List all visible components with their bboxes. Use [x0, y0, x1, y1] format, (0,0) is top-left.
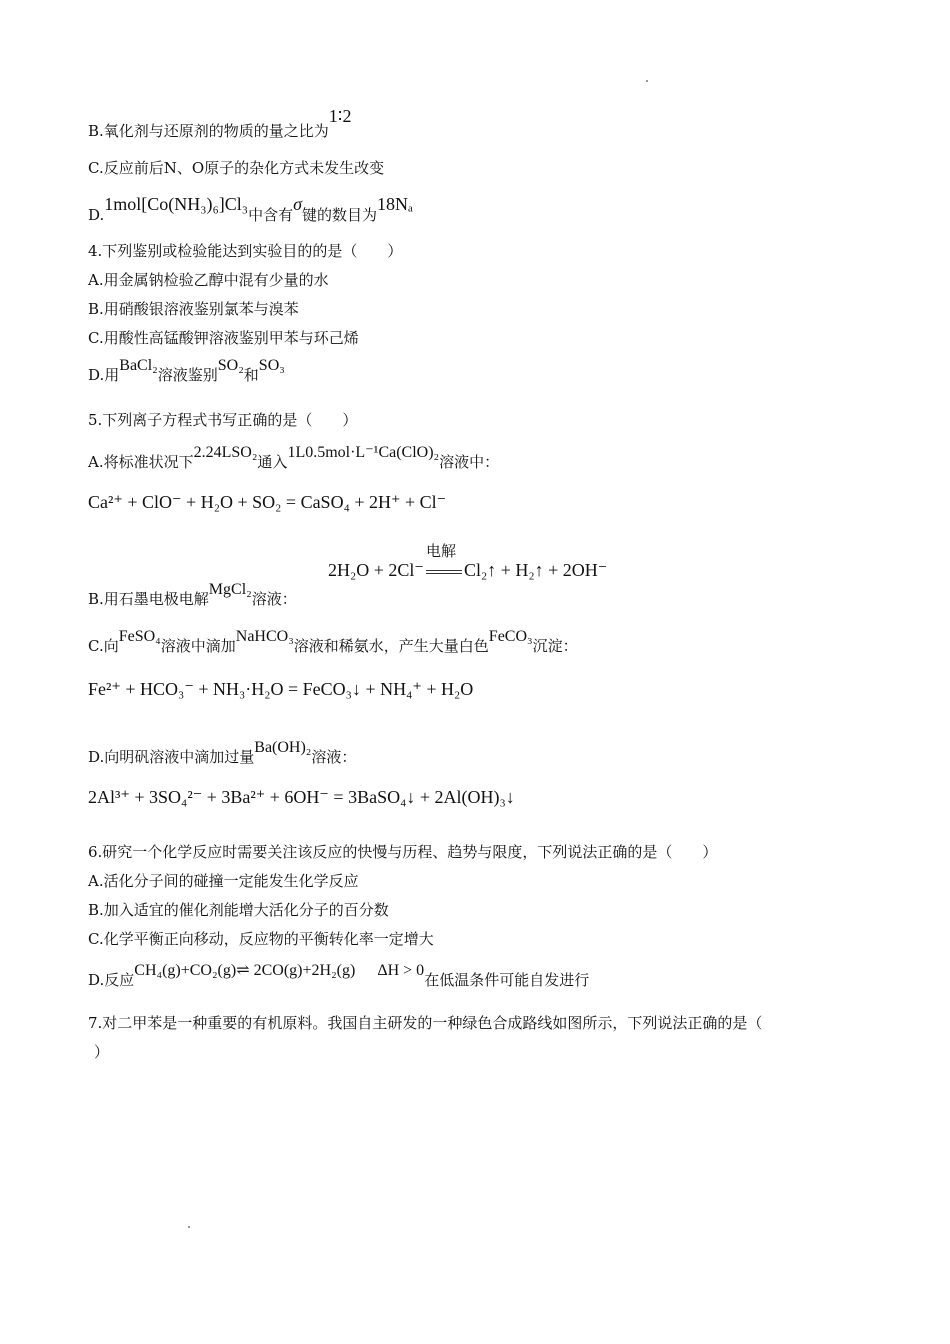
q6-option-d: D.反应CH₄(g)+CO₂(g)⇌ 2CO(g)+2H₂(g) ΔH > 0在低温条件可能自发进行	[88, 962, 590, 989]
electrolysis-condition: 电解	[424, 560, 464, 581]
q6-option-b: B.加入适宜的催化剂能增大活化分子的百分数	[88, 901, 389, 919]
q6-option-a: A.活化分子间的碰撞一定能发生化学反应	[88, 872, 359, 890]
q5-stem: 5.下列离子方程式书写正确的是（ ）	[88, 411, 358, 429]
q5-option-c: C.向FeSO₄溶液中滴加NaHCO₃溶液和稀氨水，产生大量白色FeCO₃沉淀：	[88, 628, 578, 655]
q4-option-d: D.用BaCl₂溶液鉴别SO₂和SO₃	[88, 357, 285, 384]
q7-stem: 7.对二甲苯是一种重要的有机原料。我国自主研发的一种绿色合成路线如图所示，下列说法正确的是（	[88, 1014, 763, 1032]
q6-stem: 6.研究一个化学反应时需要关注该反应的快慢与历程、趋势与限度，下列说法正确的是（ ）	[88, 843, 718, 861]
q5-option-b-equation: 2H₂O + 2Cl⁻ 电解 Cl₂↑ + H₂↑ + 2OH⁻	[328, 542, 608, 580]
q3-option-d: D.1mol[Co(NH₃)₆]Cl₃中含有σ键的数目为18Nₐ	[88, 194, 413, 224]
q7-stem-continuation: ）	[94, 1043, 110, 1061]
q5-option-b: B.用石墨电极电解MgCl₂溶液：	[88, 581, 297, 608]
q4-option-b: B.用硝酸银溶液鉴别氯苯与溴苯	[88, 300, 299, 318]
q5-option-c-equation: Fe²⁺ + HCO₃⁻ + NH₃·H₂O = FeCO₃↓ + NH₄⁺ + H₂O	[88, 679, 474, 699]
q5-option-d-equation: 2Al³⁺ + 3SO₄²⁻ + 3Ba²⁺ + 6OH⁻ = 3BaSO₄↓ + 2Al(OH)₃↓	[88, 787, 515, 807]
q4-option-c: C.用酸性高锰酸钾溶液鉴别甲苯与环己烯	[88, 329, 359, 347]
q3-option-c: C.反应前后N、O原子的杂化方式未发生改变	[88, 159, 385, 177]
q5-option-a: A.将标准状况下2.24LSO₂通入1L0.5mol·L⁻¹Ca(ClO)₂溶液中：	[88, 444, 500, 471]
q4-stem: 4.下列鉴别或检验能达到实验目的的是（ ）	[88, 242, 403, 260]
q3-option-b: B.氧化剂与还原剂的物质的量之比为1∶2	[88, 106, 352, 140]
scan-dot	[188, 1226, 190, 1228]
q5-option-d: D.向明矾溶液中滴加过量Ba(OH)₂溶液：	[88, 739, 357, 766]
scan-dot	[646, 80, 648, 82]
q5-option-a-equation: Ca²⁺ + ClO⁻ + H₂O + SO₂ = CaSO₄ + 2H⁺ + Cl⁻	[88, 492, 447, 512]
q6-option-c: C.化学平衡正向移动，反应物的平衡转化率一定增大	[88, 930, 434, 948]
q4-option-a: A.用金属钠检验乙醇中混有少量的水	[88, 271, 329, 289]
